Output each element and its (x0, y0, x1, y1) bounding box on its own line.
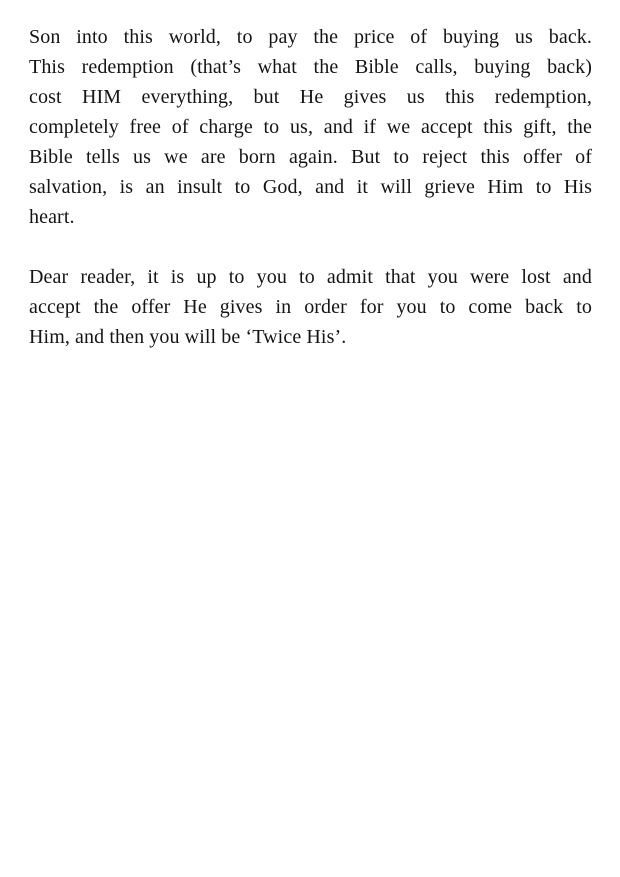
text-line: cost HIM everything, but He gives us this redemption, (29, 86, 592, 108)
text-line: This redemption (that’s what the Bible calls, buying back) (29, 56, 592, 78)
paragraph-2 (29, 262, 592, 352)
text-line: completely free of charge to us, and if we accept this gift, the (29, 116, 592, 138)
text-line: salvation, is an insult to God, and it will grieve Him to His (29, 176, 592, 198)
text-line: accept the offer He gives in order for you to come back to (29, 296, 592, 318)
text-line: Son into this world, to pay the price of buying us back. (29, 26, 592, 48)
text-line: Dear reader, it is up to you to admit that you were lost and (29, 266, 592, 288)
text-line: heart. (29, 206, 75, 228)
text-line: Him, and then you will be ‘Twice His’. (29, 326, 347, 348)
text-line: Bible tells us we are born again. But to reject this offer of (29, 146, 592, 168)
paragraph-1 (29, 22, 592, 232)
